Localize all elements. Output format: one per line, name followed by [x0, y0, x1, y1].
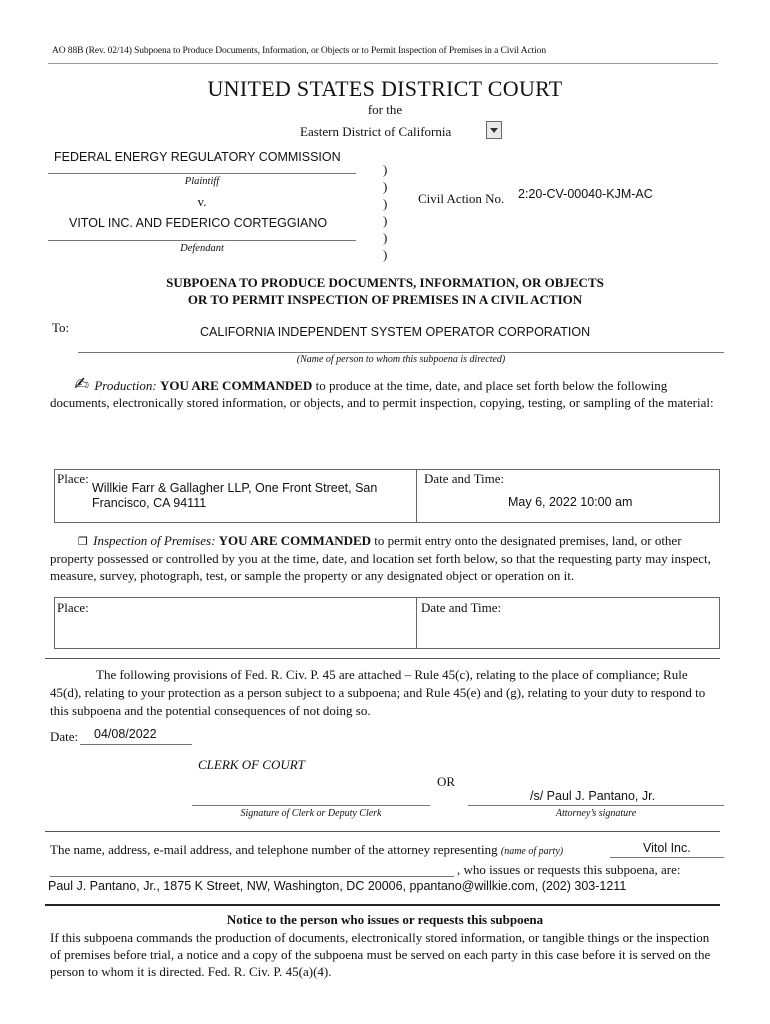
notice-text: If this subpoena commands the production of documents, electronically stored information, or tangible things or the inspection of premises before trial, a notice and a copy of the subpoena must be served on each party in this case before it is served on the person to whom it is directed. Fed. R. Civ. P. 45(a)(4).: [50, 930, 711, 979]
inspection-text: to permit entry onto the designated premises, land, or other property possessed or controlled by you at the time, date, and location set forth below, so that the requesting party may inspect, measure, survey, photograph, test, or sample the property or any designated object or operation on it.: [50, 533, 711, 583]
plaintiff-line: [48, 173, 356, 174]
attorney-signature-line: [468, 805, 724, 806]
production-label: Production:: [94, 378, 157, 393]
inspection-paragraph: [50, 532, 720, 584]
attorney-intro: The name, address, e-mail address, and telephone number of the attorney representing (name of party): [50, 842, 564, 857]
form-id: AO 88B (Rev. 02/14) Subpoena to Produce Documents, Information, or Objects or to Permit Inspection of Premises in a Civil Action: [52, 46, 546, 56]
production-checkbox[interactable]: ✍: [74, 374, 90, 395]
production-paragraph: [50, 376, 718, 411]
court-title: UNITED STATES DISTRICT COURT: [207, 76, 563, 101]
civil-action-label: Civil Action No.: [418, 191, 505, 206]
district-name: Eastern District of California: [300, 124, 452, 139]
civil-action-number[interactable]: 2:20-CV-00040-KJM-AC: [518, 187, 653, 201]
inspection-place-label[interactable]: Place:: [57, 600, 89, 615]
notice-divider: [45, 904, 720, 906]
production-text: to produce at the time, date, and place set forth below the following documents, electronically stored information, or objects, and to permit inspection, copying, testing, or sampling of the material:: [50, 378, 714, 410]
signature-date-line: [80, 744, 192, 745]
district-dropdown[interactable]: [486, 121, 502, 139]
for-the-label: for the: [367, 102, 403, 117]
inspection-date-label[interactable]: Date and Time:: [421, 600, 502, 615]
signature-date-label: Date:: [50, 729, 79, 744]
attorney-section-divider: [45, 831, 720, 832]
subpoena-heading: SUBPOENA TO PRODUCE DOCUMENTS, INFORMATION, OR OBJECTS OR TO PERMIT INSPECTION OF PREMISES IN A CIVIL ACTION: [166, 275, 604, 307]
inspection-place-date-box: [54, 597, 720, 649]
clerk-signature-caption: Signature of Clerk or Deputy Clerk: [240, 808, 382, 819]
inspection-box-divider: [416, 597, 417, 649]
recipient-line: [78, 352, 724, 353]
inspection-commanded: YOU ARE COMMANDED: [218, 533, 372, 548]
production-place-label: Place:: [57, 471, 89, 486]
chevron-down-icon: [490, 128, 498, 133]
defendant-name[interactable]: VITOL INC. AND FEDERICO CORTEGGIANO: [69, 216, 328, 230]
inspection-label: Inspection of Premises:: [93, 533, 216, 548]
defendant-line: [48, 240, 356, 241]
clerk-of-court: CLERK OF COURT: [198, 757, 305, 772]
provisions-paragraph: The following provisions of Fed. R. Civ. P. 45 are attached – Rule 45(c), relating to the place of compliance; Rule 45(d), relating to your protection as a person subject to a subpoena; and Rule 45(e) and (g), relating to your duty to respond to this subpoena and the potential consequences of not doing so.: [50, 667, 706, 718]
production-date-label: Date and Time:: [424, 471, 505, 486]
attorney-contact[interactable]: Paul J. Pantano, Jr., 1875 K Street, NW, Washington, DC 20006, ppantano@willkie.com, (202) 303-1211: [48, 879, 627, 893]
production-date-value[interactable]: May 6, 2022 10:00 am: [508, 495, 633, 509]
defendant-label: Defendant: [180, 243, 224, 254]
to-label: To:: [52, 320, 70, 335]
versus-label: v.: [197, 194, 207, 209]
attorney-signature-caption: Attorney’s signature: [555, 808, 637, 819]
plaintiff-name[interactable]: FEDERAL ENERGY REGULATORY COMMISSION: [54, 150, 341, 164]
attorney-outro: , who issues or requests this subpoena, are:: [457, 862, 681, 877]
production-commanded: YOU ARE COMMANDED: [159, 378, 313, 393]
represented-party-line: [610, 857, 724, 858]
name-of-party-label: (name of party): [500, 846, 564, 857]
attorney-blank-line: [50, 876, 454, 877]
or-label: OR: [437, 774, 456, 789]
clerk-signature-line: [192, 805, 430, 806]
header-rule: [48, 63, 718, 64]
plaintiff-label: Plaintiff: [184, 176, 220, 187]
signature-date-value[interactable]: 04/08/2022: [94, 727, 157, 741]
recipient-caption: (Name of person to whom this subpoena is directed): [296, 354, 506, 365]
attorney-signature-value[interactable]: /s/ Paul J. Pantano, Jr.: [530, 789, 656, 803]
caption-brackets: ) ) ) ) ) ): [383, 162, 388, 262]
notice-title: Notice to the person who issues or requests this subpoena: [226, 912, 544, 927]
inspection-checkbox[interactable]: ❒: [78, 535, 88, 548]
production-box-divider: [416, 469, 417, 523]
recipient-name[interactable]: CALIFORNIA INDEPENDENT SYSTEM OPERATOR CORPORATION: [200, 325, 591, 339]
production-place-value[interactable]: Willkie Farr & Gallagher LLP, One Front Street, San Francisco, CA 94111: [92, 481, 378, 510]
represented-party[interactable]: Vitol Inc.: [643, 841, 691, 855]
section-divider: [45, 658, 720, 659]
